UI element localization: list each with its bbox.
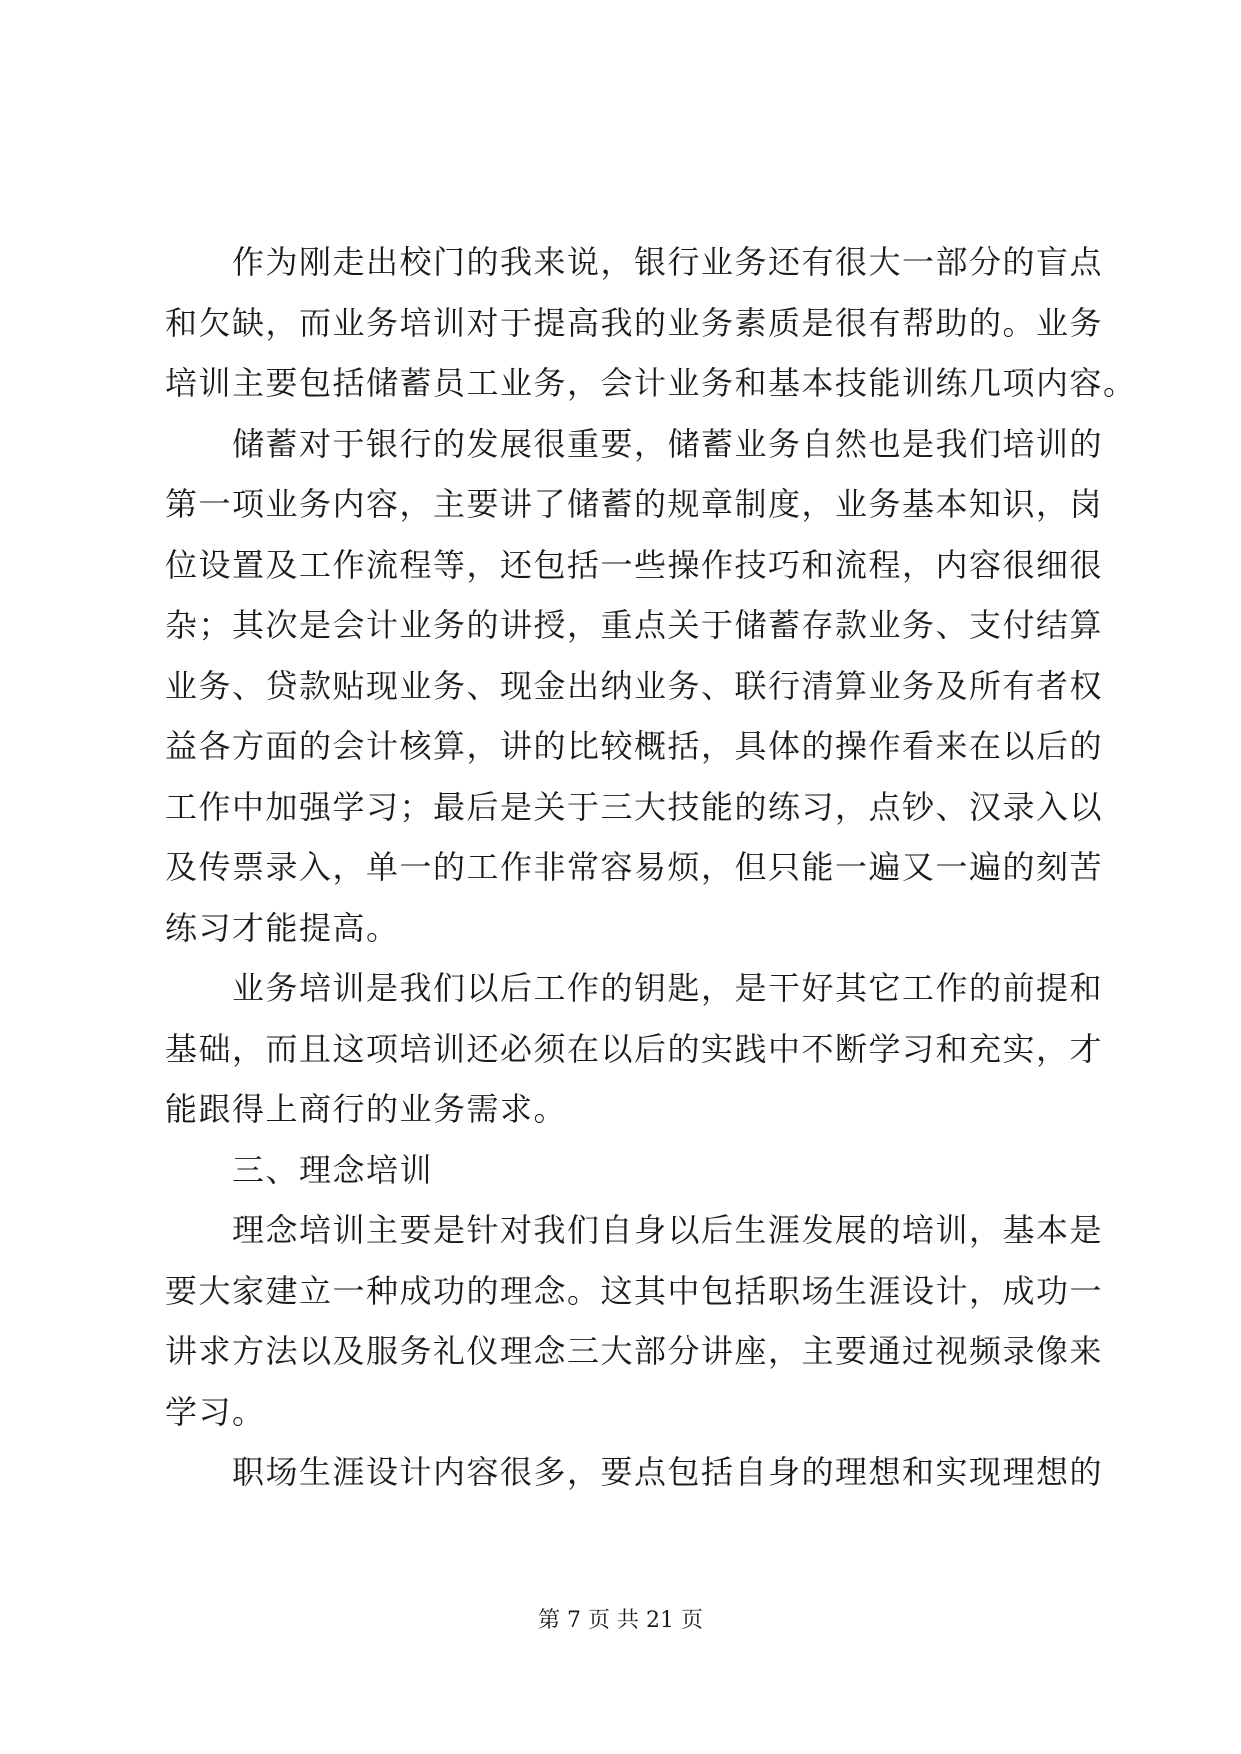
paragraph-line: 职场生涯设计内容很多，要点包括自身的理想和实现理想的 [232,1453,1104,1491]
paragraph-line: 能跟得上商行的业务需求。 [165,1090,568,1128]
section-heading [165,1140,1095,1201]
page-footer [0,1606,1241,1636]
paragraph-line: 理念培训主要是针对我们自身以后生涯发展的培训，基本是 [232,1211,1104,1249]
paragraph-line: 杂；其次是会计业务的讲授，重点关于储蓄存款业务、支付结算 [165,606,1104,644]
paragraph-line: 第一项业务内容，主要讲了储蓄的规章制度，业务基本知识，岗 [165,485,1104,523]
paragraph-line: 位设置及工作流程等，还包括一些操作技巧和流程，内容很细很 [165,545,1104,584]
paragraph-line: 要大家建立一种成功的理念。这其中包括职场生涯设计，成功一 [165,1271,1104,1310]
paragraph-4 [165,1200,1104,1442]
section-heading-text: 三、理念培训 [232,1150,434,1189]
paragraph-line: 储蓄对于银行的发展很重要，储蓄业务自然也是我们培训的 [232,424,1104,463]
paragraph-line: 益各方面的会计核算，讲的比较概括，具体的操作看来在以后的 [165,727,1104,765]
page-number: 第 7 页 共 21 页 [538,1608,703,1633]
paragraph-line: 及传票录入，单一的工作非常容易烦，但只能一遍又一遍的刻苦 [165,848,1104,886]
paragraph-line: 练习才能提高。 [165,908,400,947]
paragraph-3 [165,958,1104,1140]
paragraph-line: 基础，而且这项培训还必须在以后的实践中不断学习和充实，才 [165,1029,1104,1068]
paragraph-line: 业务、贷款贴现业务、现金出纳业务、联行清算业务及所有者权 [165,666,1104,705]
paragraph-1 [165,232,1137,414]
paragraph-line: 工作中加强学习；最后是关于三大技能的练习，点钞、汉录入以 [165,787,1104,826]
paragraph-line: 和欠缺，而业务培训对于提高我的业务素质是很有帮助的。业务 [165,303,1104,342]
paragraph-2 [165,414,1104,959]
paragraph-5 [165,1442,1104,1503]
paragraph-line: 业务培训是我们以后工作的钥匙，是干好其它工作的前提和 [232,969,1104,1007]
paragraph-line: 作为刚走出校门的我来说，银行业务还有很大一部分的盲点 [232,243,1104,281]
paragraph-line: 培训主要包括储蓄员工业务，会计业务和基本技能训练几项内容。 [165,364,1137,402]
paragraph-line: 学习。 [165,1392,266,1431]
document-body [165,232,1137,1503]
paragraph-line: 讲求方法以及服务礼仪理念三大部分讲座，主要通过视频录像来 [165,1332,1104,1370]
